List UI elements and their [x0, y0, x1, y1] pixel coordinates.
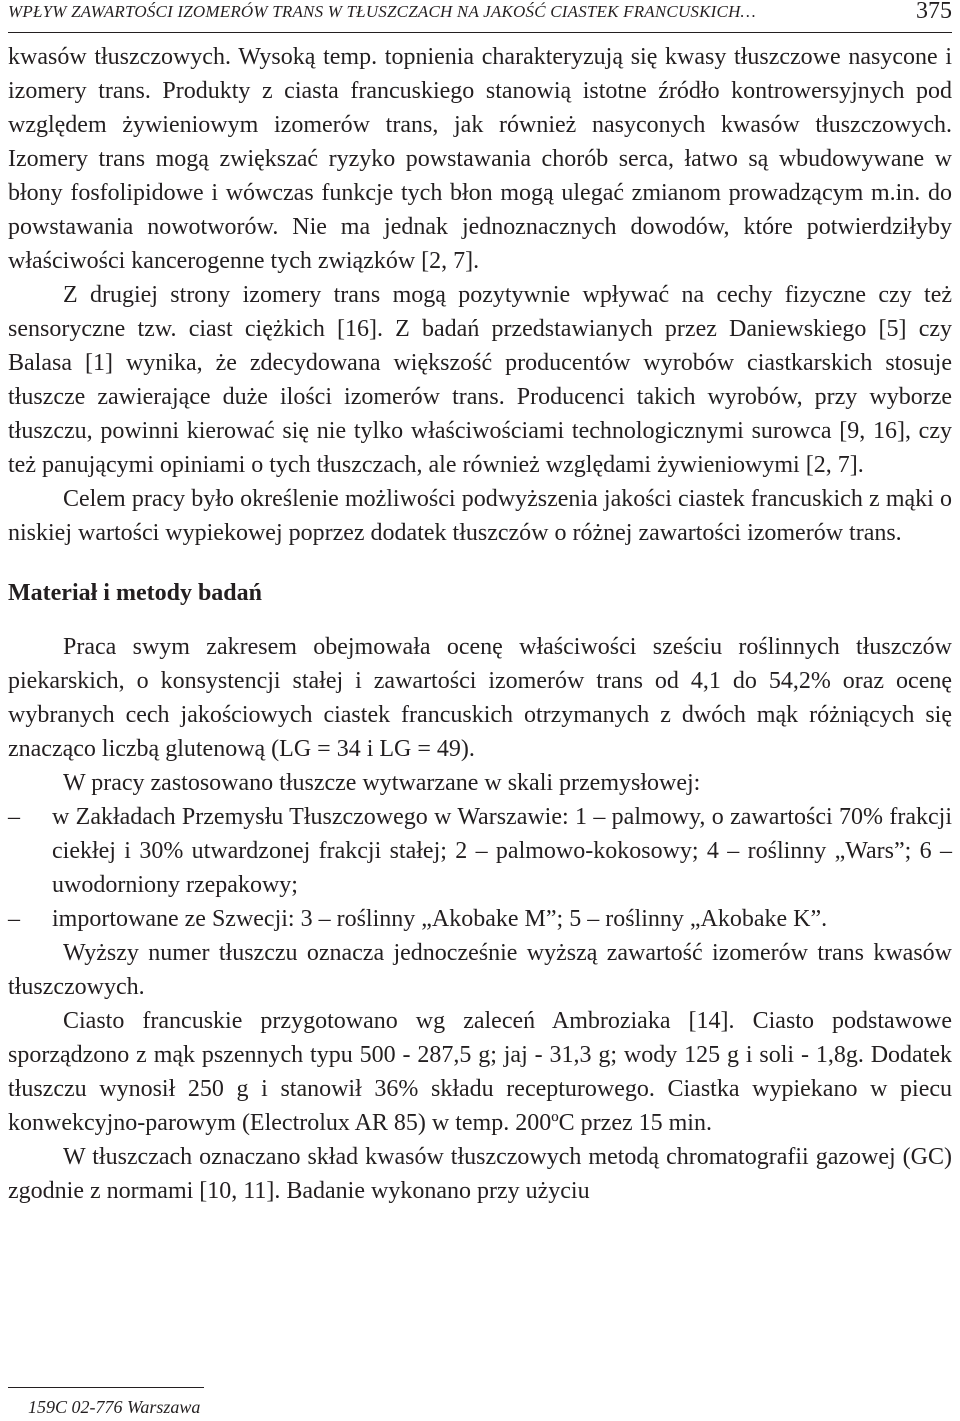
- paragraph-8: W tłuszczach oznaczano skład kwasów tłuszczowych metodą chromatografii gazowej (GC) zgodnie z normami [10, 11]. Badanie wykonano przy użyciu: [8, 1144, 952, 1204]
- paragraph-6: Wyższy numer tłuszczu oznacza jednocześnie wyższą zawartość izomerów trans kwasów tłuszczowych.: [8, 940, 952, 1000]
- fat-list: [8, 800, 952, 936]
- paragraph-3: Celem pracy było określenie możliwości podwyższenia jakości ciastek francuskich z mąki o niskiej wartości wypiekowej poprzez dodatek tłuszczów o różnej zawartości izomerów trans.: [8, 486, 952, 546]
- footnote-rule: [8, 1387, 204, 1388]
- paragraph-7: Ciasto francuskie przygotowano wg zaleceń Ambroziaka [14]. Ciasto podstawowe sporządzono z mąk pszennych typu 500 - 287,5 g; jaj - 31,3 g; wody 125 g i soli - 1,8g. Dodatek tłuszczu wynosił 250 g i stanowił 36% składu recepturowego. Ciastka wypiekano w piecu konwekcyjno-parowym (Electrolux AR 85) w temp. 200ºC przez 15 min.: [8, 1008, 952, 1136]
- list-item: [8, 902, 952, 936]
- article-body: [8, 40, 952, 1208]
- paragraph-1: kwasów tłuszczowych. Wysoką temp. topnienia charakteryzują się kwasy tłuszczowe nasycone i izomery trans. Produkty z ciasta francuskiego stanowią istotne źródło kontrowersyjnych pod względem żywieniowym izomerów trans, jak również nasyconych kwasów tłuszczowych. Izomery trans mogą zwiększać ryzyko powstawania chorób serca, łatwo są wbudowywane w błony fosfolipidowe i wówczas funkcje tych błon mogą ulegać zmianom prowadzącym m.in. do powstawania nowotworów. Nie ma jednak jednoznacznych dowodów, które potwierdziłyby właściwości kancerogenne tych związków [2, 7].: [8, 44, 952, 274]
- paragraph-4: Praca swym zakresem obejmowała ocenę właściwości sześciu roślinnych tłuszczów piekarskich, o konsystencji stałej i zawartości izomerów trans od 4,1 do 54,2% oraz ocenę wybranych cech jakościowych ciastek francuskich otrzymanych z dwóch mąk różniących się znacząco liczbą glutenową (LG = 34 i LG = 49).: [8, 634, 952, 762]
- paragraph-2: Z drugiej strony izomery trans mogą pozytywnie wpływać na cechy fizyczne czy też sensoryczne tzw. ciast ciężkich [16]. Z badań przedstawianych przez Daniewskiego [5] czy Balasa [1] wynika, że zdecydowana większość producentów wyrobów ciastkarskich stosuje tłuszcze zawierające duże ilości izomerów trans. Producenci takich wyrobów, przy wyborze tłuszczu, powinni kierować się nie tylko właściwościami technologicznymi surowca [9, 16], czy też panującymi opiniami o tych tłuszczach, ale również względami żywieniowymi [2, 7].: [8, 282, 952, 478]
- list-item-text: w Zakładach Przemysłu Tłuszczowego w Warszawie: 1 – palmowy, o zawartości 70% frakcji ciekłej i 30% utwardzonej frakcji stałej; 2 – palmowo-kokosowy; 4 – roślinny „Wars”; 6 – uwodorniony rzepakowy;: [52, 804, 952, 898]
- page-header: [8, 2, 952, 33]
- running-title: WPŁYW ZAWARTOŚCI IZOMERÓW TRANS W TŁUSZCZACH NA JAKOŚĆ CIASTEK FRANCUSKICH…: [8, 2, 756, 21]
- footnote-text: 159C 02-776 Warszawa: [28, 1397, 201, 1417]
- list-item: [8, 800, 952, 902]
- list-item-text: importowane ze Szwecji: 3 – roślinny „Akobake M”; 5 – roślinny „Akobake K”.: [52, 906, 828, 932]
- page-number: 375: [916, 0, 952, 24]
- dash-bullet: –: [8, 906, 20, 932]
- section-heading: Materiał i metody badań: [8, 580, 262, 606]
- dash-bullet: –: [8, 804, 20, 830]
- paragraph-5: W pracy zastosowano tłuszcze wytwarzane w skali przemysłowej:: [63, 770, 701, 796]
